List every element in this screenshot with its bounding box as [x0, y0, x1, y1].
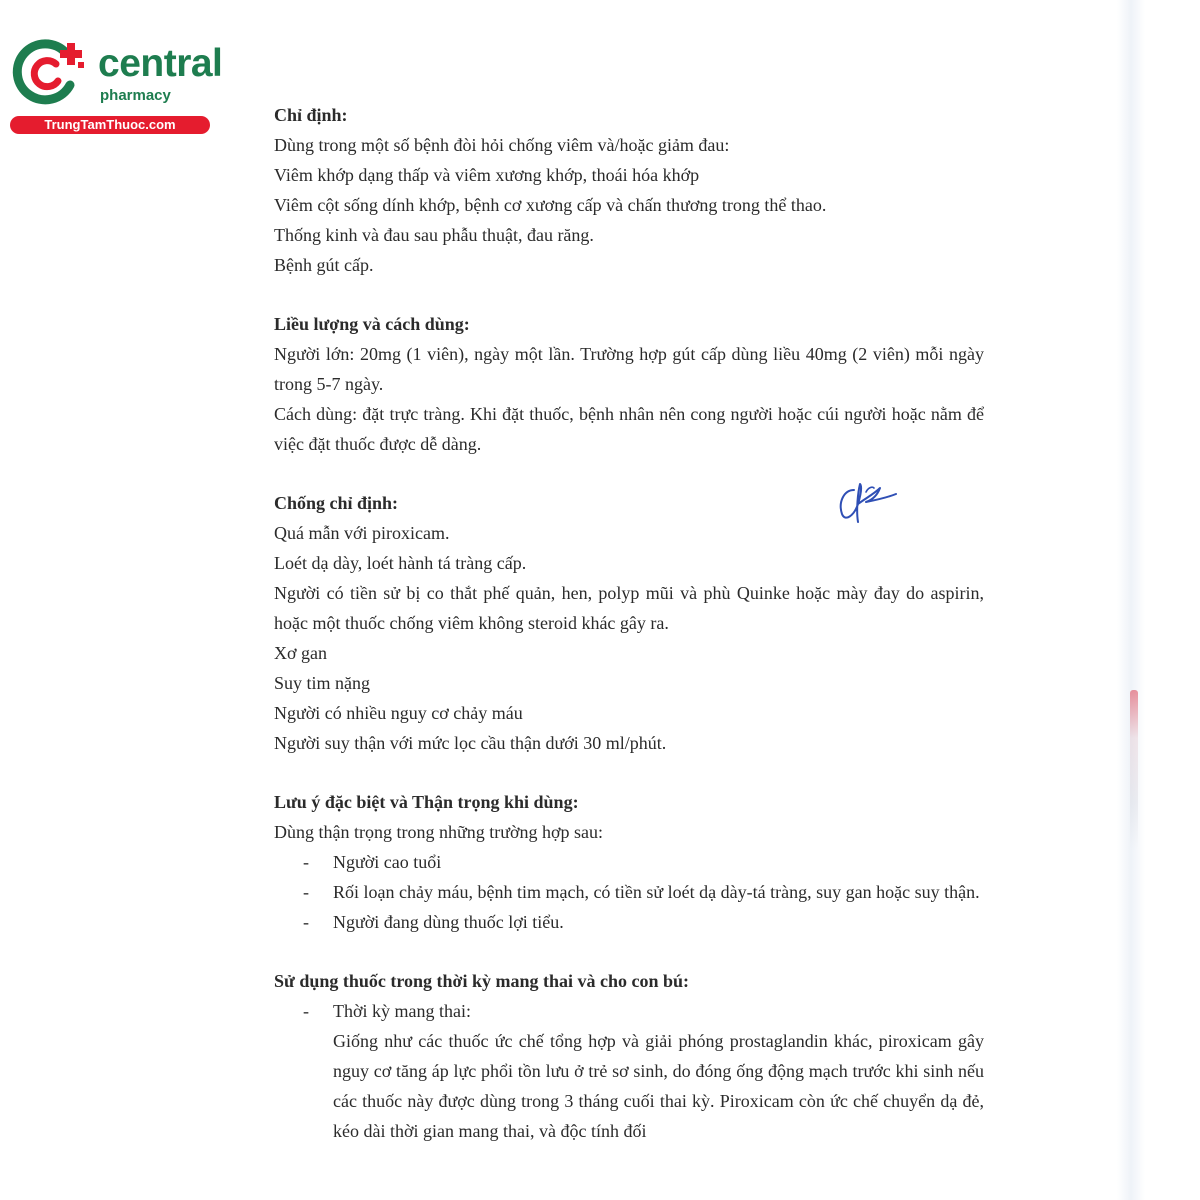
section-heading: Chỉ định:	[274, 105, 348, 125]
section-heading: Chống chỉ định:	[274, 493, 399, 513]
list-item-label: Thời kỳ mang thai:	[333, 1001, 471, 1021]
text-line: Người suy thận với mức lọc cầu thận dưới 30 ml/phút.	[274, 733, 667, 753]
list-item-text: Rối loạn chảy máu, bệnh tim mạch, có tiền sử loét dạ dày-tá tràng, suy gan hoặc suy thận.	[333, 882, 980, 902]
list-item	[274, 847, 984, 877]
list-item-text: Người cao tuổi	[333, 852, 442, 872]
text-paragraph: Người có tiền sử bị co thắt phế quản, hen, polyp mũi và phù Quinke hoặc mày đay do aspirin, hoặc một thuốc chống viêm không steroid khác gây ra.	[274, 583, 984, 633]
document-body	[274, 100, 984, 1175]
logo-brand-name: central	[98, 42, 223, 85]
text-line: Viêm khớp dạng thấp và viêm xương khớp, thoái hóa khớp	[274, 165, 700, 185]
section-dosage	[274, 309, 984, 459]
text-line: Dùng trong một số bệnh đòi hỏi chống viêm và/hoặc giảm đau:	[274, 135, 730, 155]
text-line: Xơ gan	[274, 643, 328, 663]
section-pregnancy	[274, 966, 984, 1146]
page-edge-shadow	[1117, 0, 1145, 1200]
section-heading: Liều lượng và cách dùng:	[274, 314, 470, 334]
section-contraindications	[274, 488, 984, 758]
page-edge-stamp-mark	[1130, 690, 1138, 850]
pharmacy-cross-logo-icon	[10, 38, 92, 110]
precautions-list	[274, 847, 984, 937]
section-heading: Lưu ý đặc biệt và Thận trọng khi dùng:	[274, 792, 579, 812]
text-paragraph: Cách dùng: đặt trực tràng. Khi đặt thuốc, bệnh nhân nên cong người hoặc cúi người hoặc nằm để việc đặt thuốc được dễ dàng.	[274, 404, 984, 454]
list-item	[274, 877, 984, 907]
text-line: Dùng thận trọng trong những trường hợp sau:	[274, 822, 604, 842]
text-line: Thống kinh và đau sau phẫu thuật, đau răng.	[274, 225, 594, 245]
signature-icon	[832, 478, 902, 528]
list-dash: -	[303, 882, 309, 902]
central-pharmacy-logo[interactable]	[10, 36, 223, 136]
list-dash: -	[303, 1001, 309, 1021]
text-line: Suy tim nặng	[274, 673, 371, 693]
list-item	[274, 996, 984, 1146]
text-line: Bệnh gút cấp.	[274, 255, 374, 275]
list-dash: -	[303, 852, 309, 872]
pregnancy-list	[274, 996, 984, 1146]
list-dash: -	[303, 912, 309, 932]
section-indications	[274, 100, 984, 280]
section-heading: Sử dụng thuốc trong thời kỳ mang thai và cho con bú:	[274, 971, 690, 991]
text-line: Loét dạ dày, loét hành tá tràng cấp.	[274, 553, 527, 573]
section-precautions	[274, 787, 984, 937]
list-item	[274, 907, 984, 937]
logo-subtitle: pharmacy	[100, 87, 171, 104]
text-line: Viêm cột sống dính khớp, bệnh cơ xương cấp và chấn thương trong thể thao.	[274, 195, 827, 215]
logo-website-badge[interactable]: TrungTamThuoc.com	[10, 116, 210, 134]
list-item-text: Giống như các thuốc ức chế tổng hợp và giải phóng prostaglandin khác, piroxicam gây nguy cơ tăng áp lực phổi tồn lưu ở trẻ sơ sinh, do đóng ống động mạch trước khi sinh nếu các thuốc này được dùng trong 3 tháng cuối thai kỳ. Piroxicam còn ức chế chuyển dạ đẻ, kéo dài thời gian mang thai, và độc tính đối	[333, 1031, 984, 1141]
text-paragraph: Người lớn: 20mg (1 viên), ngày một lần. Trường hợp gút cấp dùng liều 40mg (2 viên) mỗi ngày trong 5-7 ngày.	[274, 344, 984, 394]
text-line: Quá mẫn với piroxicam.	[274, 523, 450, 543]
text-line: Người có nhiều nguy cơ chảy máu	[274, 703, 523, 723]
list-item-text: Người đang dùng thuốc lợi tiểu.	[333, 912, 564, 932]
